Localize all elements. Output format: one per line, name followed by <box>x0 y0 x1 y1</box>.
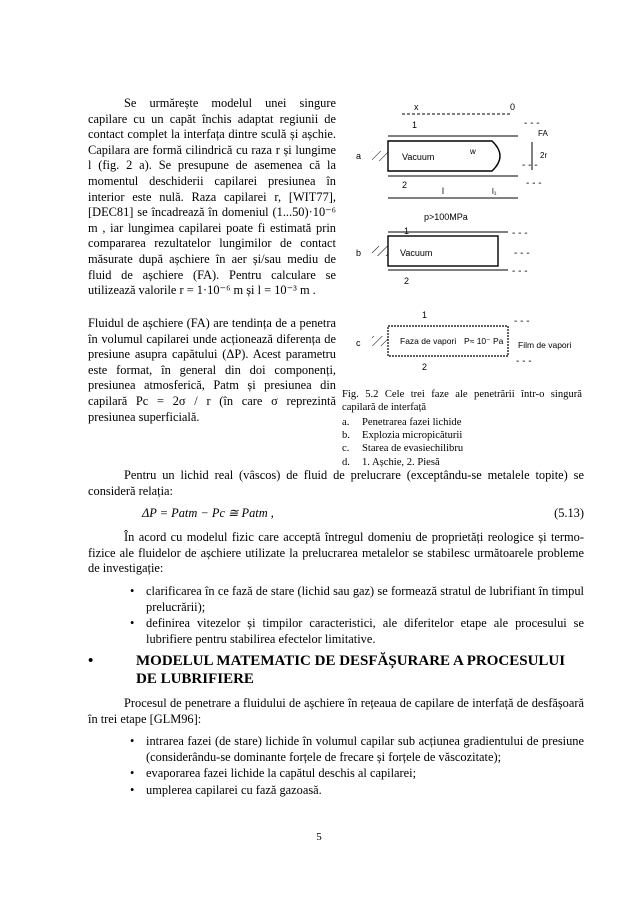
caption-item <box>342 442 582 455</box>
caption-item-text: Starea de evasiechilibru <box>362 443 464 455</box>
faza-vapori: Faza de vapori <box>400 336 457 346</box>
caption-item <box>342 456 582 469</box>
svg-text:- - -: - - - <box>512 266 528 277</box>
label-pressure: p>100MPa <box>424 212 468 222</box>
capillary-figure <box>342 96 582 381</box>
caption-item-letter: c. <box>342 443 350 455</box>
svg-text:- - -: - - - <box>522 160 538 171</box>
equation-number: (5.13) <box>554 506 584 520</box>
svg-text:- - -: - - - <box>512 228 528 239</box>
list-item: • clarificarea în ce fază de stare (lichid sau gaz) se formează stratul de lubrifiant în timpul prelucrării); <box>124 584 584 615</box>
panel-a <box>356 102 548 198</box>
heading-bullet: • <box>88 653 94 669</box>
paragraph-5: Procesul de penetrare a fluidului de așchiere în rețeaua de capilare de interfață de desfășoară în trei etape [GLM96]: <box>88 696 584 726</box>
svg-text:- - -: - - - <box>514 248 530 259</box>
label-a: a <box>356 151 362 161</box>
label-1a: 1 <box>412 120 418 130</box>
bullet-list-2 <box>124 734 584 799</box>
svg-text:w: w <box>470 147 476 156</box>
caption-item-letter: b. <box>342 430 350 442</box>
intro-paragraph: Se urmărește modelul unei singure capilare cu un capăt închis adaptat regiunii de contact complet la interfața dintre sculă și așchie. Capilara are formă cilindrică cu raza r și lungime l (fig. 2 a). Se presupune de asemenea că la momentul deschiderii capilarei presiunea în interior este nulă. Raza capilarei r, [WIT77], [DEC81] se încadrează în domeniul (1...50)·10⁻⁶ m , iar lungimea capilarei poate fi estimată prin compararea rezultatelor lungimilor de contact măsurate după așchiere în aer și/sau mediu de fluid de așchiere (FA). Pentru calculare se utilizează valorile r = 1·10⁻⁶ m și l = 10⁻³ m . <box>88 96 336 298</box>
caption-item-text: 1. Așchie, 2. Piesă <box>362 456 440 468</box>
hatch-a <box>372 151 388 161</box>
label-l: l <box>442 186 444 196</box>
page-number: 5 <box>316 831 322 843</box>
label-2b: 2 <box>404 276 410 286</box>
list-item: • definirea vitezelor și timpilor caracteristici, ale diferitelor etape ale procesului se lubrifiere pentru stabilirea efectelor limitative. <box>124 616 584 647</box>
film-vapori: Film de vapori <box>518 340 572 350</box>
list-item: • evaporarea fazei lichide la capătul deschis al capilarei; <box>124 766 584 782</box>
svg-text:- - -: - - - <box>514 316 530 327</box>
label-x: x <box>414 102 419 112</box>
fluid-paragraph: Fluidul de așchiere (FA) are tendința de a penetra în volumul capilarei unde acționează diferența de presiune asupra capătului (ΔP). Acest parametru este format, în general din doi componenți, presiunea atmosferică, Patm și presiunea din capilară Pc = 2σ / r (în care σ reprezintă presiunea superficială. <box>88 316 336 424</box>
caption-item <box>342 416 582 429</box>
p-vapori: P≈ 10⁻ Pa <box>464 336 504 346</box>
label-1c: 1 <box>422 310 428 320</box>
label-b: b <box>356 248 362 258</box>
vacuum-b: Vacuum <box>400 248 433 258</box>
label-c: c <box>356 338 361 348</box>
paragraph-4: În acord cu modelul fizic care acceptă întregul domeniu de proprietăți reologice și termo-fizice ale fluidelor de așchiere utilizate la prelucrarea metalelor se stabilesc următoarele probleme de investigație: <box>88 530 584 576</box>
svg-text:- - -: - - - <box>516 356 532 367</box>
label-l1: l₁ <box>492 187 497 196</box>
caption-item-letter: a. <box>342 417 350 428</box>
label-1b: 1 <box>404 226 410 236</box>
caption-item-text: Penetrarea fazei lichide <box>362 417 462 428</box>
caption-item-letter: d. <box>342 456 350 468</box>
equation-5-13: ΔP = Patm − Pc ≅ Patm , <box>142 506 274 520</box>
svg-text:- - -: - - - <box>524 118 540 129</box>
label-2r: 2r <box>540 151 548 160</box>
panel-b <box>356 212 530 286</box>
label-2a: 2 <box>402 180 408 190</box>
caption-item-text: Explozia micropicăturii <box>362 430 463 442</box>
list-item: • umplerea capilarei cu fază gazoasă. <box>124 783 584 799</box>
caption-list <box>342 416 582 469</box>
bullet-list-1 <box>124 584 584 648</box>
panel-c <box>356 310 571 372</box>
section-heading: MODELUL MATEMATIC DE DESFĂȘURARE A PROCESULUI DE LUBRIFIERE <box>136 653 566 687</box>
label-fa: FA <box>538 129 548 138</box>
list-item: • intrarea fazei (de stare) lichide în volumul capilar sub acțiunea gradientului de presiune (considerându-se dominante forțele de frecare și forțele de văscozitate); <box>124 734 584 765</box>
paragraph-3: Pentru un lichid real (vâscos) de fluid de prelucrare (exceptându-se metalele topite) se consideră relația: <box>88 468 584 498</box>
caption-item <box>342 429 582 442</box>
label-zero: 0 <box>510 102 516 112</box>
svg-text:- - -: - - - <box>526 178 542 189</box>
figure-caption: Fig. 5.2 Cele trei faze ale penetrării într-o singură capilară de interfață <box>342 389 582 414</box>
label-2c: 2 <box>422 362 428 372</box>
vacuum-a: Vacuum <box>402 152 435 162</box>
